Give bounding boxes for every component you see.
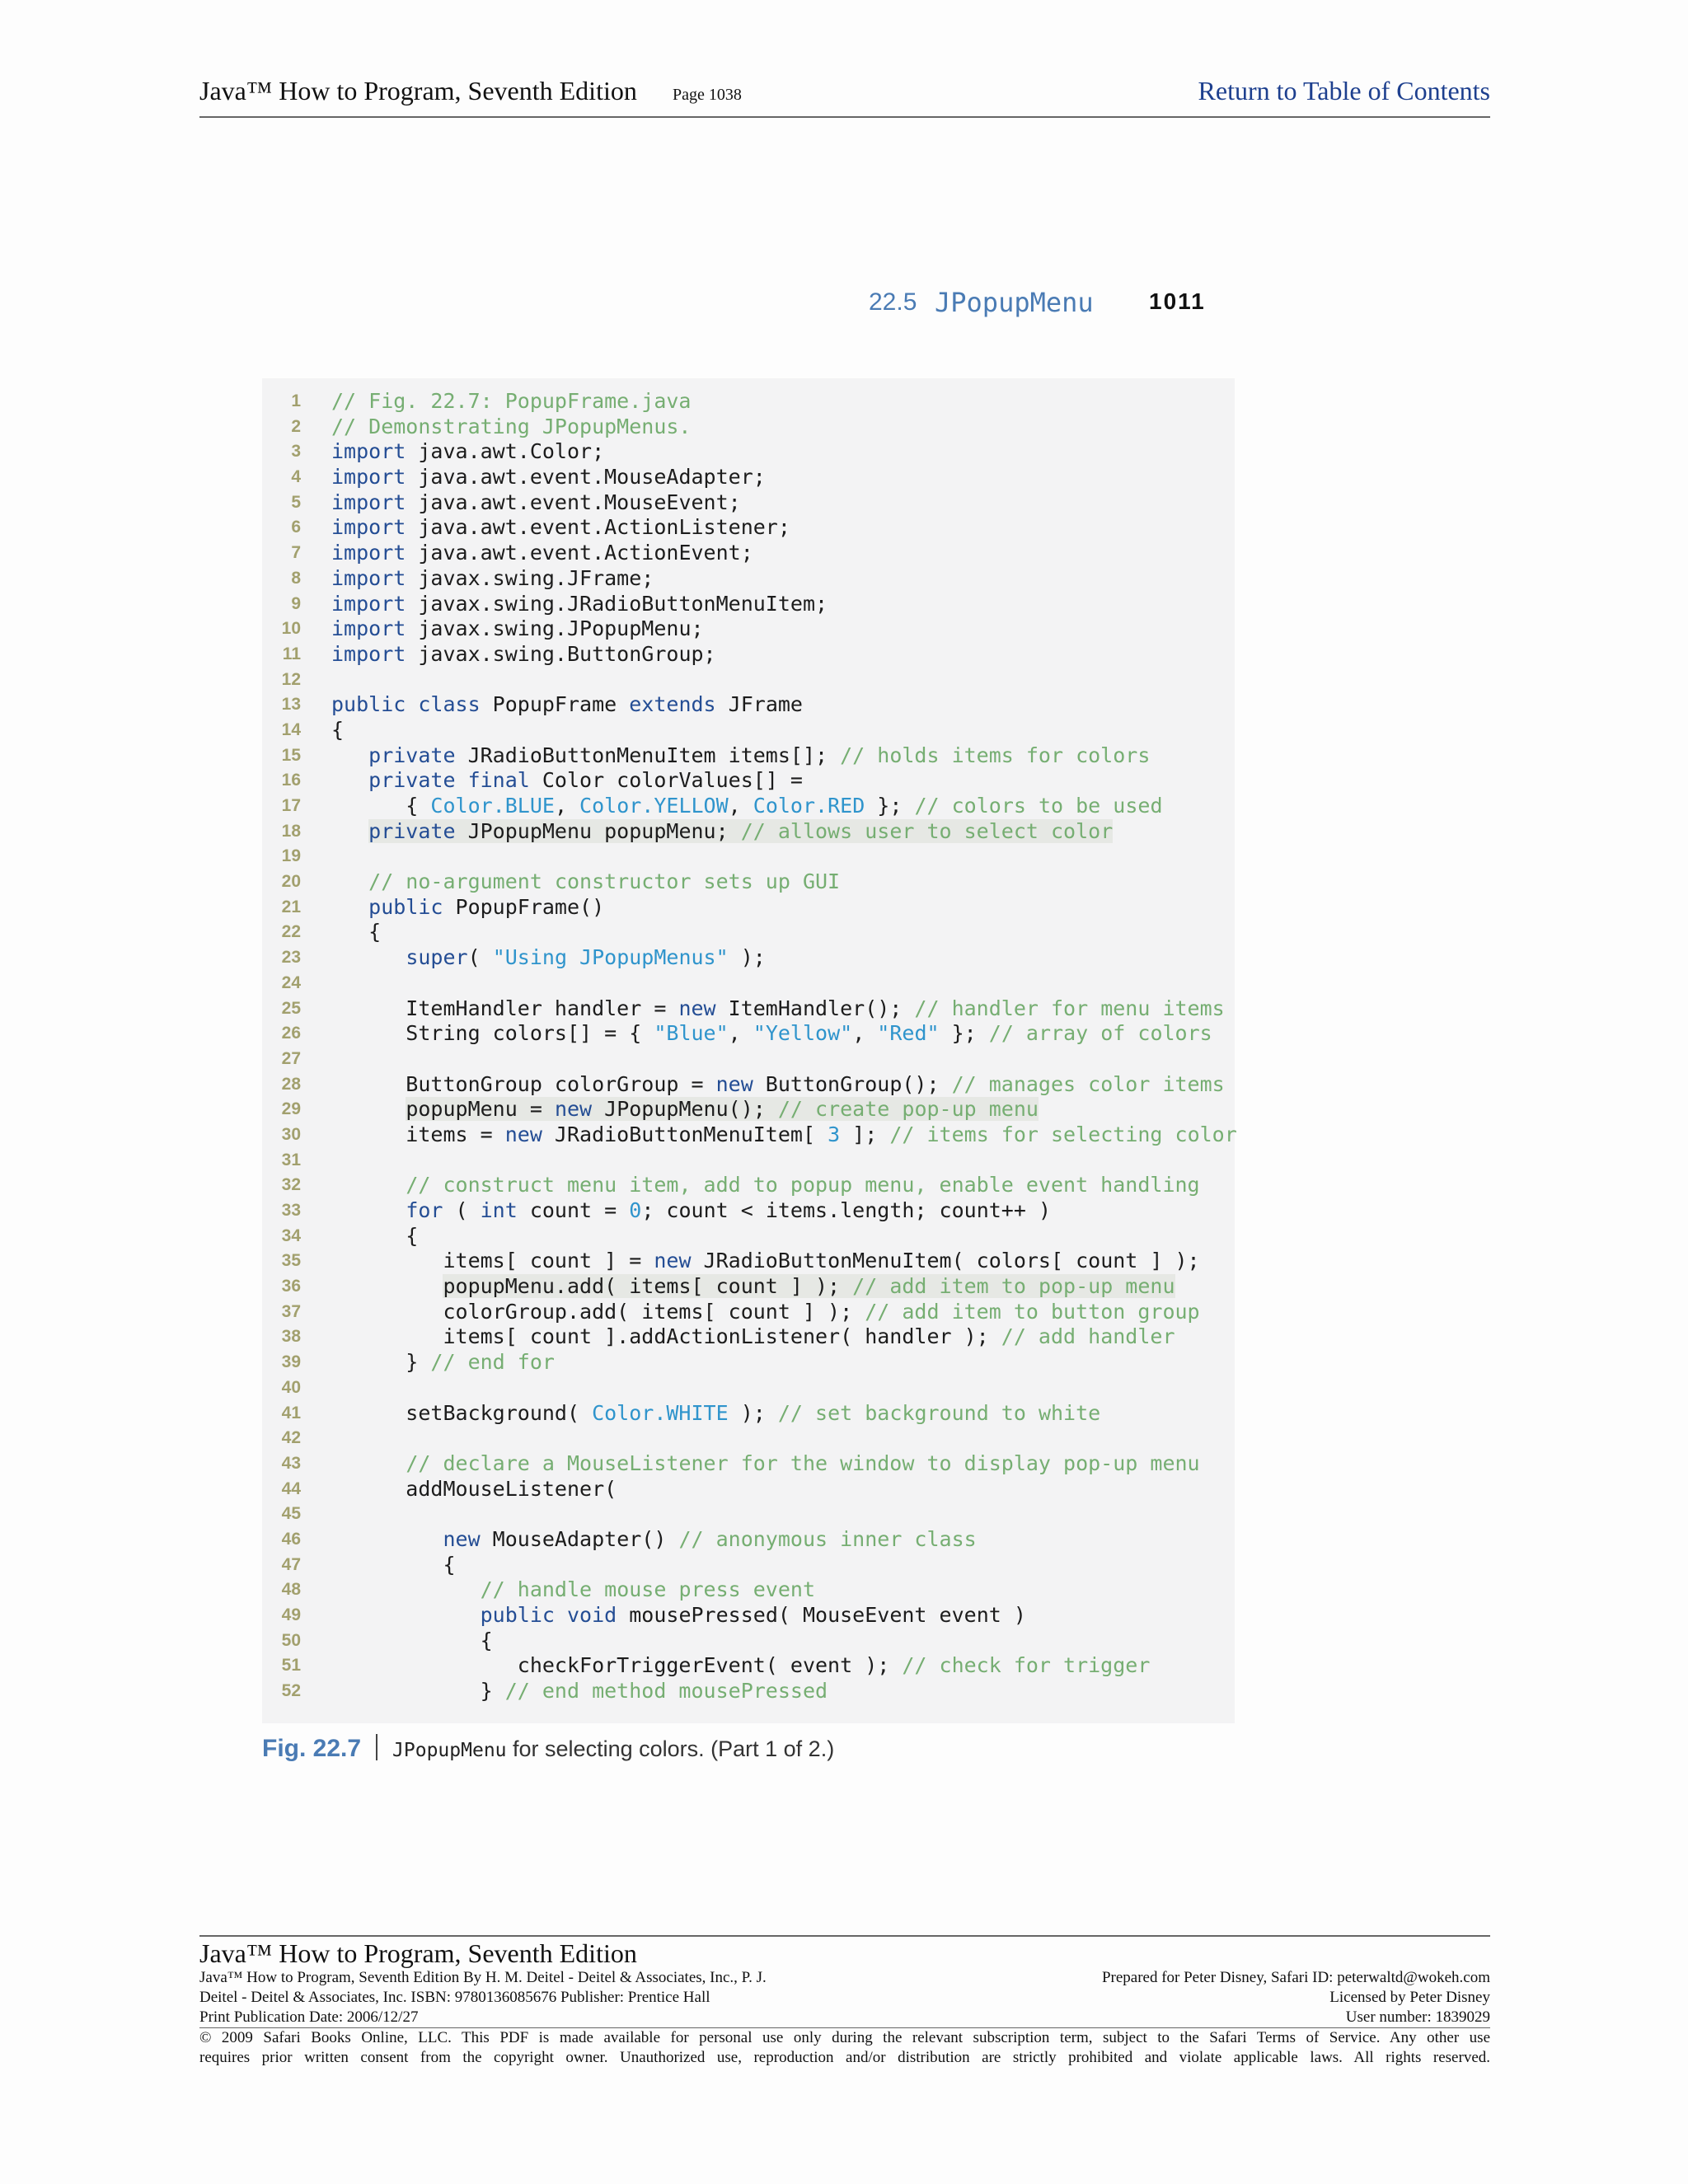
code-token: 0	[629, 1198, 642, 1222]
code-token: public	[368, 894, 443, 919]
code-token: // holds items for colors	[840, 743, 1151, 767]
code-token: ,	[554, 794, 580, 818]
code-text	[331, 1122, 1237, 1148]
line-number: 31	[281, 1150, 301, 1169]
code-token: new	[504, 1122, 542, 1146]
code-token	[331, 1198, 406, 1222]
code-line	[262, 945, 1235, 971]
line-number: 17	[281, 796, 301, 815]
code-token: {	[331, 717, 345, 742]
code-token: import	[331, 641, 406, 666]
code-token: ,	[728, 794, 753, 818]
code-token: JPopupMenu popupMenu;	[455, 818, 741, 843]
code-token: }	[331, 1350, 431, 1375]
code-token: // end for	[430, 1350, 555, 1375]
header-divider	[199, 116, 1490, 118]
code-token: }	[331, 1679, 505, 1704]
code-line	[262, 844, 1235, 869]
code-token: new	[654, 1249, 692, 1273]
code-token: import	[331, 490, 406, 514]
code-token: // array of colors	[988, 1021, 1212, 1046]
line-number: 48	[281, 1580, 301, 1600]
code-token: // items for selecting color	[889, 1122, 1237, 1146]
code-token: };	[865, 794, 915, 818]
code-token: for	[406, 1198, 443, 1222]
book-page-number: 1011	[1149, 288, 1206, 314]
code-token: public class	[331, 692, 481, 717]
code-token: );	[728, 945, 766, 970]
code-line	[262, 1021, 1235, 1047]
code-line	[262, 718, 1235, 743]
code-token: JRadioButtonMenuItem[	[542, 1122, 828, 1146]
code-line	[262, 1477, 1235, 1502]
line-number: 34	[281, 1226, 301, 1245]
code-token: // check for trigger	[902, 1653, 1151, 1678]
line-number: 46	[281, 1529, 301, 1549]
code-line	[262, 819, 1235, 845]
code-token: javax.swing.JPopupMenu;	[406, 616, 704, 641]
code-token: // Fig. 22.7: PopupFrame.java	[331, 389, 692, 413]
line-number: 38	[281, 1327, 301, 1347]
code-text	[331, 1300, 1200, 1325]
code-token: ; count < items.length; count++ )	[641, 1198, 1052, 1222]
code-text	[331, 1401, 1100, 1427]
line-number: 13	[281, 695, 301, 715]
code-token: import	[331, 439, 406, 464]
code-text	[331, 1224, 418, 1249]
code-text	[331, 465, 766, 490]
footer-license: Licensed by Peter Disney	[1329, 1989, 1490, 2006]
code-token: {	[331, 1223, 419, 1248]
code-token: private	[368, 818, 456, 843]
line-number: 12	[281, 669, 301, 689]
code-token: new	[554, 1097, 593, 1122]
line-number: 18	[281, 821, 301, 841]
footer-copyright-line-1: © 2009 Safari Books Online, LLC. This PDF is made available for personal use only during the relevant subscription term, subject to the Safari Terms of Service. Any other use	[199, 2029, 1490, 2046]
line-number: 15	[281, 745, 301, 765]
code-token: ,	[852, 1021, 878, 1046]
code-token: Color.BLUE	[430, 794, 555, 818]
code-line	[262, 1173, 1235, 1198]
code-token: );	[728, 1400, 778, 1425]
code-token: colorGroup.add( items[ count ] );	[331, 1299, 865, 1324]
code-token: // manages color items	[951, 1071, 1225, 1096]
code-line	[262, 1148, 1235, 1174]
code-line	[262, 389, 1235, 415]
line-number: 32	[281, 1175, 301, 1195]
code-line	[262, 592, 1235, 617]
code-text	[331, 1553, 456, 1578]
code-text	[331, 895, 604, 921]
code-line	[262, 1097, 1235, 1122]
code-token: "Yellow"	[753, 1021, 853, 1046]
code-token: JFrame	[715, 692, 803, 717]
code-token: // handle mouse press event	[480, 1577, 816, 1602]
code-line	[262, 415, 1235, 440]
line-number: 45	[281, 1504, 301, 1524]
footer-divider	[199, 1935, 1490, 1937]
code-token: javax.swing.ButtonGroup;	[406, 641, 716, 666]
line-number: 49	[281, 1605, 301, 1624]
code-token	[331, 768, 368, 792]
code-line	[262, 692, 1235, 718]
code-line	[262, 971, 1235, 996]
code-token: // allows user to select color	[740, 818, 1114, 843]
code-token: // set background to white	[777, 1400, 1101, 1425]
code-text	[331, 794, 1163, 819]
page-label: Page 1038	[673, 86, 742, 104]
code-line	[262, 439, 1235, 465]
code-line	[262, 1274, 1235, 1300]
line-number: 40	[281, 1377, 301, 1397]
code-token: import	[331, 565, 406, 590]
code-token	[331, 1451, 406, 1475]
code-text	[331, 1072, 1225, 1098]
section-name: JPopupMenu	[935, 287, 1094, 318]
figure-caption	[262, 1734, 834, 1763]
line-number: 41	[281, 1403, 301, 1422]
code-text	[331, 1679, 828, 1704]
line-number: 33	[281, 1201, 301, 1220]
line-number: 50	[281, 1630, 301, 1650]
code-lines	[262, 389, 1235, 1704]
code-token: import	[331, 465, 406, 490]
code-line	[262, 794, 1235, 819]
code-text	[331, 1249, 1200, 1274]
code-line	[262, 1324, 1235, 1350]
code-token: addMouseListener(	[331, 1476, 617, 1501]
code-line	[262, 869, 1235, 895]
line-number: 2	[291, 416, 301, 436]
footer-copyright-line-2: requires prior written consent from the copyright owner. Unauthorized use, reproduction and/or distribution are strictly prohibited and violate applicable laws. All rights reserved.	[199, 2049, 1490, 2066]
code-line	[262, 1350, 1235, 1376]
toc-link[interactable]: Return to Table of Contents	[1198, 76, 1490, 105]
code-listing	[262, 378, 1235, 1723]
code-token: // construct menu item, add to popup menu, enable event handling	[406, 1173, 1200, 1197]
code-token: // colors to be used	[914, 794, 1163, 818]
code-line	[262, 490, 1235, 516]
code-token	[331, 1173, 406, 1197]
line-number: 5	[291, 492, 301, 512]
code-token: import	[331, 591, 406, 616]
line-number: 25	[281, 998, 301, 1018]
code-token: Color.YELLOW	[579, 794, 729, 818]
line-number: 29	[281, 1099, 301, 1119]
code-line	[262, 895, 1235, 921]
line-number: 6	[291, 518, 301, 537]
code-token: new	[678, 996, 716, 1020]
code-token: javax.swing.JFrame;	[406, 565, 654, 590]
code-line	[262, 515, 1235, 541]
code-token: // handler for menu items	[914, 996, 1225, 1020]
line-number: 8	[291, 568, 301, 588]
code-text	[331, 1173, 1200, 1198]
code-token: "Using JPopupMenus"	[492, 945, 729, 970]
line-number: 42	[281, 1428, 301, 1448]
code-token: import	[331, 541, 406, 565]
code-text	[331, 743, 1150, 769]
code-text	[331, 920, 381, 945]
code-token: ItemHandler();	[715, 996, 915, 1020]
caption-text: for selecting colors. (Part 1 of 2.)	[506, 1736, 835, 1761]
code-text	[331, 1451, 1200, 1477]
code-token: // Demonstrating JPopupMenus.	[331, 414, 692, 438]
line-number: 24	[281, 972, 301, 992]
code-token: ,	[728, 1021, 753, 1046]
footer-prepared-for: Prepared for Peter Disney, Safari ID: peterwaltd@wokeh.com	[1101, 1969, 1490, 1986]
code-token: Color.WHITE	[592, 1400, 729, 1425]
line-number: 4	[291, 467, 301, 487]
code-line	[262, 1426, 1235, 1451]
caption-code: JPopupMenu	[392, 1740, 507, 1761]
code-token: new	[715, 1071, 753, 1096]
code-line	[262, 668, 1235, 693]
code-token: checkForTriggerEvent( event );	[331, 1653, 903, 1678]
code-token: items[ count ] =	[331, 1249, 654, 1273]
code-line	[262, 1300, 1235, 1325]
code-token: {	[331, 1552, 456, 1577]
code-token: // create pop-up menu	[777, 1097, 1039, 1122]
code-token: private	[368, 743, 456, 767]
code-line	[262, 642, 1235, 668]
code-line	[262, 1198, 1235, 1224]
code-token: PopupFrame()	[443, 894, 605, 919]
code-token: // add item to button group	[865, 1299, 1200, 1324]
code-token: JPopupMenu();	[592, 1097, 778, 1122]
code-token: 3	[828, 1122, 841, 1146]
code-token: mousePressed( MouseEvent event )	[617, 1603, 1026, 1627]
code-line	[262, 1502, 1235, 1527]
code-token: java.awt.event.MouseAdapter;	[406, 465, 766, 490]
code-text	[331, 1350, 555, 1376]
code-token: java.awt.event.ActionEvent;	[406, 541, 753, 565]
code-text	[331, 1577, 815, 1603]
code-token: PopupFrame	[480, 692, 630, 717]
code-line	[262, 1249, 1235, 1274]
line-number: 20	[281, 872, 301, 892]
code-token: items =	[331, 1122, 505, 1146]
code-token: };	[939, 1021, 989, 1046]
line-number: 11	[282, 644, 301, 663]
code-line	[262, 1072, 1235, 1098]
line-number: 23	[281, 948, 301, 968]
code-token	[331, 819, 368, 843]
line-number: 1	[291, 391, 301, 410]
line-number: 22	[281, 922, 301, 942]
code-text	[331, 1021, 1212, 1047]
code-line	[262, 1376, 1235, 1401]
code-token: popupMenu =	[406, 1097, 555, 1122]
line-number: 52	[281, 1681, 301, 1701]
footer-user-number: User number: 1839029	[1345, 2008, 1490, 2026]
code-token: // end method mousePressed	[504, 1679, 828, 1704]
code-line	[262, 1653, 1235, 1679]
code-token: {	[331, 1628, 493, 1652]
code-token	[331, 1527, 443, 1551]
code-token: {	[331, 920, 382, 944]
code-line	[262, 1224, 1235, 1249]
code-line	[262, 541, 1235, 566]
code-token: JRadioButtonMenuItem( colors[ count ] );	[691, 1249, 1200, 1273]
code-token	[331, 1577, 481, 1601]
code-line	[262, 743, 1235, 769]
code-text	[331, 541, 753, 566]
footer-publisher: Deitel - Deitel & Associates, Inc. ISBN: 9780136085676 Publisher: Prentice Hall	[199, 1989, 710, 2006]
code-token: javax.swing.JRadioButtonMenuItem;	[406, 591, 828, 616]
code-token: int	[480, 1198, 518, 1222]
code-token: Color.RED	[753, 794, 865, 818]
code-line	[262, 1047, 1235, 1072]
code-token: java.awt.event.ActionListener;	[406, 515, 790, 540]
code-line	[262, 1603, 1235, 1629]
line-number: 35	[281, 1251, 301, 1271]
code-token: String colors[] = {	[331, 1021, 654, 1046]
code-text	[331, 1527, 977, 1553]
line-number: 27	[281, 1048, 301, 1068]
line-number: 47	[281, 1554, 301, 1574]
code-line	[262, 1629, 1235, 1654]
code-text	[331, 768, 803, 794]
code-text	[331, 1603, 1026, 1629]
code-text	[331, 389, 692, 415]
code-token	[331, 1603, 481, 1627]
line-number: 44	[281, 1479, 301, 1498]
line-number: 21	[281, 897, 301, 916]
code-text	[331, 692, 803, 718]
code-token: public void	[480, 1603, 617, 1627]
code-token: (	[443, 1198, 481, 1222]
code-text	[331, 566, 654, 592]
code-line	[262, 920, 1235, 945]
line-number: 19	[281, 846, 301, 866]
line-number: 7	[291, 543, 301, 563]
code-line	[262, 1401, 1235, 1427]
code-line	[262, 465, 1235, 490]
code-token: extends	[629, 692, 716, 717]
code-text	[331, 616, 704, 642]
caption-separator	[376, 1734, 377, 1760]
code-token: {	[331, 794, 431, 818]
code-text	[331, 592, 828, 617]
footer-authors: Java™ How to Program, Seventh Edition By H. M. Deitel - Deitel & Associates, Inc., P. J.	[199, 1969, 767, 1986]
code-text	[331, 1324, 1175, 1350]
line-number: 16	[281, 771, 301, 790]
code-token: Color colorValues[] =	[529, 768, 803, 793]
code-line	[262, 1679, 1235, 1704]
code-token: ];	[840, 1122, 890, 1146]
code-token: import	[331, 515, 406, 540]
code-text	[331, 515, 790, 541]
code-line	[262, 768, 1235, 794]
code-line	[262, 1122, 1235, 1148]
code-token: private final	[368, 768, 530, 793]
code-token: // anonymous inner class	[678, 1526, 977, 1551]
code-token: (	[467, 945, 493, 970]
code-line	[262, 996, 1235, 1022]
code-text	[331, 642, 716, 668]
code-token	[331, 743, 368, 767]
line-number: 36	[281, 1277, 301, 1296]
code-text	[331, 996, 1225, 1022]
line-number: 10	[281, 619, 301, 639]
line-number: 37	[281, 1301, 301, 1321]
code-token: import	[331, 616, 406, 641]
code-token	[331, 895, 368, 919]
figure-label: Fig. 22.7	[262, 1735, 362, 1762]
code-text	[331, 1198, 1051, 1224]
code-text	[331, 415, 692, 440]
line-number: 28	[281, 1074, 301, 1094]
code-text	[331, 1653, 1150, 1679]
code-token: // no-argument constructor sets up GUI	[368, 869, 841, 894]
line-number: 51	[281, 1656, 301, 1675]
footer-pub-date: Print Publication Date: 2006/12/27	[199, 2008, 419, 2026]
section-number: 22.5	[869, 288, 917, 316]
code-text	[331, 718, 344, 743]
footer-book-title: Java™ How to Program, Seventh Edition	[199, 1938, 637, 1968]
code-token: popupMenu.add( items[ count ] );	[443, 1274, 853, 1299]
code-token: java.awt.event.MouseEvent;	[406, 490, 741, 514]
line-number: 43	[281, 1453, 301, 1473]
code-token: setBackground(	[331, 1400, 593, 1425]
code-text	[331, 869, 840, 895]
code-text	[331, 1477, 617, 1502]
line-number: 3	[291, 442, 301, 462]
code-line	[262, 566, 1235, 592]
code-token: // declare a MouseListener for the window to display pop-up menu	[406, 1451, 1200, 1475]
code-line	[262, 1577, 1235, 1603]
code-token: "Blue"	[654, 1021, 729, 1046]
code-text	[331, 819, 1113, 845]
footer-divider-2	[199, 2027, 1490, 2028]
code-line	[262, 1451, 1235, 1477]
line-number: 30	[281, 1124, 301, 1144]
code-text	[331, 1629, 493, 1654]
code-token: "Red"	[877, 1021, 940, 1046]
code-token: JRadioButtonMenuItem items[];	[455, 743, 841, 767]
code-text	[331, 945, 766, 971]
code-line	[262, 1527, 1235, 1553]
code-token: count =	[517, 1198, 630, 1222]
code-line	[262, 1553, 1235, 1578]
code-token: super	[406, 945, 468, 970]
line-number: 26	[281, 1024, 301, 1043]
code-token	[331, 869, 368, 893]
line-number: 14	[281, 719, 301, 739]
code-token: ItemHandler handler =	[331, 996, 679, 1020]
code-token	[331, 1097, 406, 1121]
code-token: // add item to pop-up menu	[852, 1274, 1175, 1299]
code-token: // add handler	[1001, 1324, 1175, 1349]
code-token: new	[443, 1526, 481, 1551]
code-line	[262, 616, 1235, 642]
book-title: Java™ How to Program, Seventh Edition	[199, 76, 637, 105]
code-token	[331, 945, 406, 969]
code-text	[331, 1097, 1039, 1122]
code-token	[331, 1274, 443, 1298]
code-text	[331, 439, 604, 465]
line-number: 9	[291, 593, 301, 613]
code-token: ButtonGroup colorGroup =	[331, 1071, 716, 1096]
code-token: java.awt.Color;	[406, 439, 605, 464]
code-text	[331, 1274, 1175, 1300]
line-number: 39	[281, 1352, 301, 1372]
code-text	[331, 490, 741, 516]
code-token: items[ count ].addActionListener( handler );	[331, 1324, 1001, 1349]
code-token: MouseAdapter()	[480, 1526, 679, 1551]
code-token: ButtonGroup();	[753, 1071, 952, 1096]
